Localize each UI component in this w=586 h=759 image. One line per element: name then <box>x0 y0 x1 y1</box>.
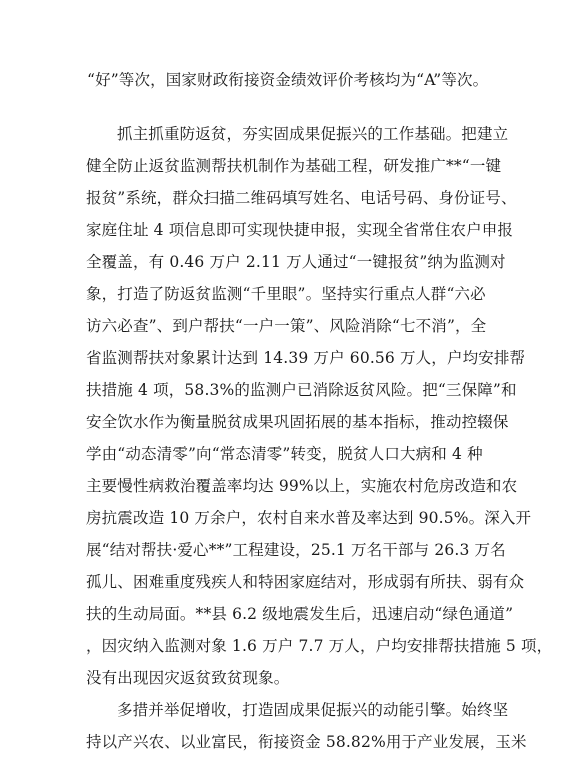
text-line: 安全饮水作为衡量脱贫成果巩固拓展的基本指标，推动控辍保 <box>86 413 509 431</box>
text-line: 象，打造了防返贫监测“千里眼”。坚持实行重点人群“六必 <box>86 285 486 303</box>
paragraph-first-line: 抓主抓重防返贫，夯实固成果促振兴的工作基础。把建立 <box>117 125 509 143</box>
text-line: 访六必查”、到户帮扶“一户一策”、风险消除“七不消”，全 <box>86 317 487 335</box>
text-line: 没有出现因灾返贫致贫现象。 <box>86 669 290 687</box>
text-line: ，因灾纳入监测对象 1.6 万户 7.7 万人，户均安排帮扶措施 5 项， <box>86 637 553 655</box>
text-line: 孤儿、困难重度残疾人和特困家庭结对，形成弱有所扶、弱有众 <box>86 573 525 591</box>
text-line: 家庭住址 4 项信息即可实现快捷申报，实现全省常住农户申报 <box>86 221 514 239</box>
text-line: 主要慢性病救治覆盖率均达 99%以上，实施农村危房改造和农 <box>86 477 518 495</box>
text-line: 持以产兴农、以业富民，衔接资金 58.82%用于产业发展，玉米 <box>86 733 527 751</box>
text-line: 房抗震改造 10 万余户，农村自来水普及率达到 90.5%。深入开 <box>86 509 532 527</box>
text-line: 扶的生动局面。**县 6.2 级地震发生后，迅速启动“绿色通道” <box>86 605 514 623</box>
paragraph-first-line: 多措并举促增收，打造固成果促振兴的动能引擎。始终坚 <box>117 701 509 719</box>
text-line: 展“结对帮扶·爱心**”工程建设，25.1 万名干部与 26.3 万名 <box>86 541 506 559</box>
text-line: 省监测帮扶对象累计达到 14.39 万户 60.56 万人，户均安排帮 <box>86 349 526 367</box>
text-line: 报贫”系统，群众扫描二维码填写姓名、电话号码、身份证号、 <box>86 189 517 207</box>
text-line: 健全防止返贫监测帮扶机制作为基础工程，研发推广**“一键 <box>86 157 502 175</box>
text-line: 扶措施 4 项，58.3%的监测户已消除返贫风险。把“三保障”和 <box>86 381 517 399</box>
text-line: “好”等次，国家财政衔接资金绩效评价考核均为“A”等次。 <box>87 71 489 89</box>
text-line: 学由“动态清零”向“常态清零”转变，脱贫人口大病和 4 种 <box>86 445 483 463</box>
text-line: 全覆盖，有 0.46 万户 2.11 万人通过“一键报贫”纳为监测对 <box>86 253 506 271</box>
